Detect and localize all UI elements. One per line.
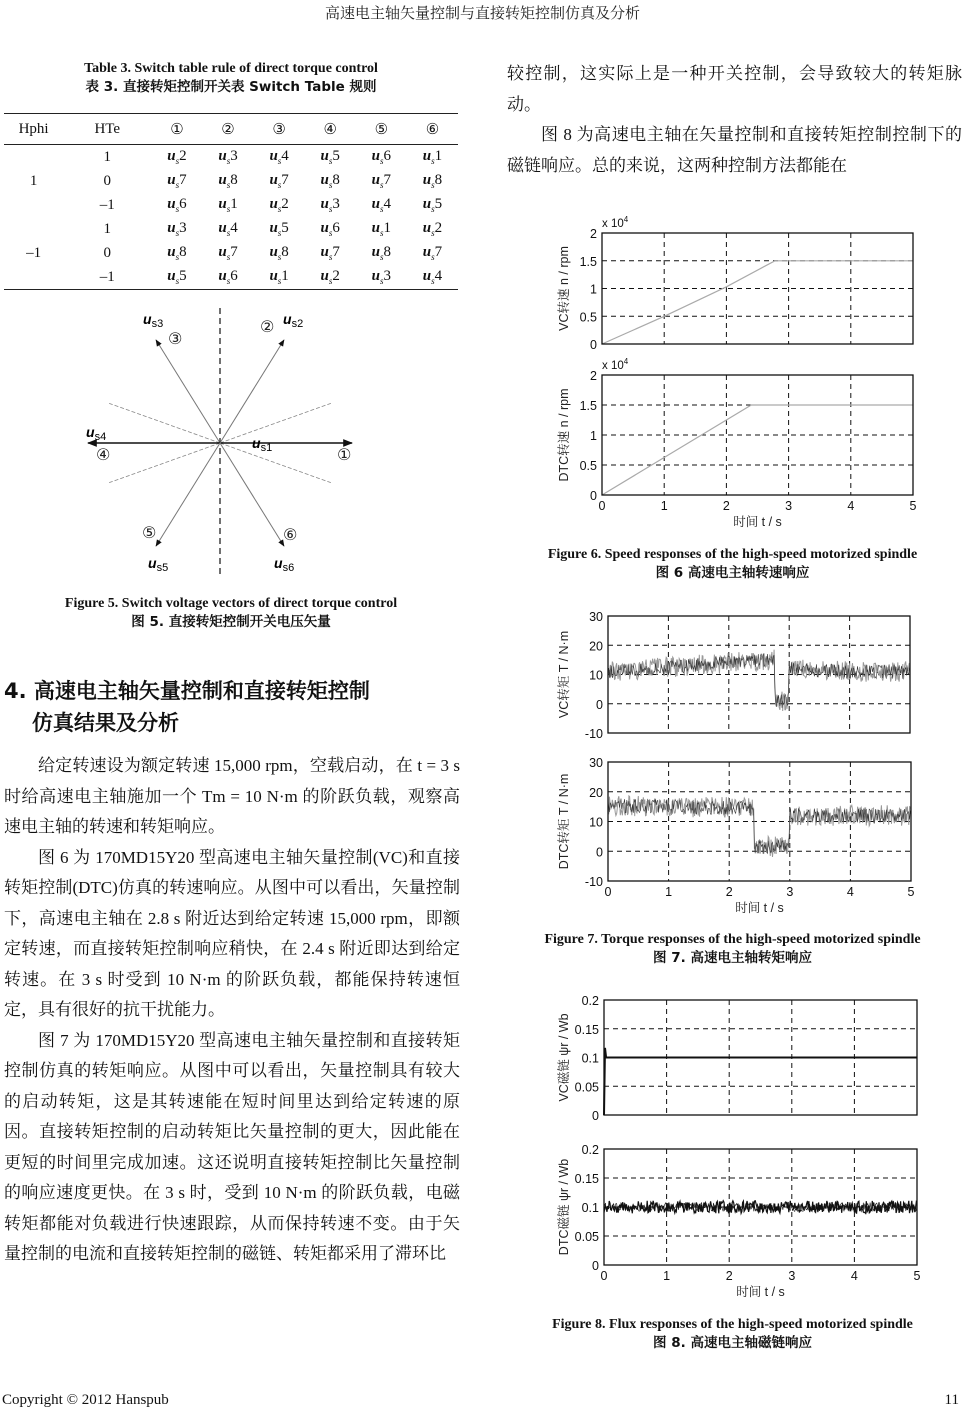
vector-symbol: u bbox=[320, 172, 329, 188]
vector-subscript: s bbox=[226, 156, 231, 166]
vector-symbol: u bbox=[269, 148, 278, 164]
vector-cell bbox=[202, 193, 253, 217]
vector-cell bbox=[356, 193, 407, 217]
vector-index: 4 bbox=[434, 268, 443, 284]
vector-index: 5 bbox=[281, 220, 289, 236]
vector-symbol: u bbox=[218, 196, 227, 212]
hte-cell: 1 bbox=[103, 148, 112, 165]
sector-number: ③ bbox=[168, 331, 183, 348]
switch-table bbox=[4, 113, 458, 290]
vector-index: 8 bbox=[179, 244, 187, 260]
y-tick-label: 0.1 bbox=[581, 1051, 599, 1066]
vector-symbol: u bbox=[320, 244, 329, 260]
y-axis-label: VC转矩 T / N·m bbox=[557, 630, 571, 719]
x-tick-label: 5 bbox=[907, 885, 915, 899]
x-tick-label: 0 bbox=[600, 1269, 608, 1283]
y-tick-label: 30 bbox=[589, 756, 603, 770]
vector-symbol: u bbox=[320, 196, 329, 212]
vector-subscript: s bbox=[175, 180, 180, 190]
y-tick-label: 0 bbox=[590, 489, 597, 503]
vector-index: 8 bbox=[332, 172, 340, 188]
hphi-cell: –1 bbox=[26, 244, 42, 261]
vector-subscript: s bbox=[226, 228, 231, 238]
vector-index: 1 bbox=[434, 148, 443, 164]
vector-subscript: s bbox=[277, 252, 282, 262]
x-tick-label: 1 bbox=[663, 1269, 671, 1283]
y-tick-label: 1 bbox=[590, 282, 597, 297]
x-tick-label: 2 bbox=[725, 885, 733, 899]
vector-subscript: s bbox=[379, 276, 384, 286]
vector-label: $u_{s4}$ bbox=[86, 424, 107, 443]
y-tick-label: 10 bbox=[589, 815, 603, 830]
vector-index: 2 bbox=[179, 148, 187, 164]
vector-index: 6 bbox=[179, 196, 187, 212]
column-header: ③ bbox=[254, 114, 305, 145]
hphi-cell: 1 bbox=[29, 172, 38, 189]
vector-index: 5 bbox=[332, 148, 340, 164]
vector-index: 7 bbox=[383, 172, 391, 188]
x-axis-label: 时间 t / s bbox=[736, 1285, 785, 1299]
vector-subscript: s bbox=[175, 156, 180, 166]
chart-dtc-torque bbox=[550, 750, 930, 920]
column-header: ⑤ bbox=[356, 114, 407, 145]
vector-cell bbox=[356, 241, 407, 265]
vector-symbol: u bbox=[371, 172, 380, 188]
vector-cell bbox=[254, 217, 305, 241]
vector-index: 4 bbox=[230, 220, 238, 236]
hphi-cell bbox=[4, 265, 63, 290]
vector-symbol: u bbox=[422, 196, 432, 212]
hte-cell: –1 bbox=[99, 196, 115, 213]
paragraph: 较控制，这实际上是一种开关控制，会导致较大的转矩脉动。 bbox=[507, 64, 962, 114]
sector-number: ④ bbox=[96, 447, 111, 464]
vector-cell bbox=[202, 265, 253, 290]
vector-subscript: s bbox=[431, 228, 435, 238]
vector-cell bbox=[254, 145, 305, 170]
y-tick-label: 0 bbox=[592, 1109, 599, 1123]
vector-symbol: u bbox=[218, 220, 227, 236]
sector-boundary-line bbox=[220, 443, 331, 483]
vector-index: 5 bbox=[434, 196, 443, 212]
vector-cell bbox=[254, 241, 305, 265]
vector-subscript: s bbox=[328, 276, 333, 286]
column-header: ④ bbox=[305, 114, 356, 145]
vector-index: 1 bbox=[383, 220, 391, 236]
vector-symbol: u bbox=[320, 268, 329, 284]
y-tick-label: 2 bbox=[590, 369, 597, 383]
vector-subscript: s bbox=[277, 204, 282, 214]
vector-symbol: u bbox=[269, 196, 278, 212]
vector-subscript: s bbox=[277, 276, 282, 286]
vector-cell bbox=[407, 217, 458, 241]
vector-symbol: u bbox=[422, 220, 432, 236]
vector-cell bbox=[407, 145, 458, 170]
y-tick-label: 0 bbox=[596, 697, 603, 712]
hte-cell: –1 bbox=[63, 265, 151, 290]
x-tick-label: 4 bbox=[847, 499, 855, 513]
table-row bbox=[4, 145, 458, 170]
sector-number: ① bbox=[337, 447, 352, 464]
x-tick-label: 1 bbox=[660, 499, 668, 513]
column-header: Hphi bbox=[4, 114, 63, 145]
vector-subscript: s bbox=[175, 228, 180, 238]
vector-index: 4 bbox=[383, 196, 391, 212]
vector-label: $u_{s6}$ bbox=[274, 555, 295, 574]
vector-cell bbox=[151, 217, 202, 241]
paragraph: 图 8 为高速电主轴在矢量控制和直接转矩控制控制下的磁链响应。总的来说，这两种控制方法都能在 bbox=[507, 125, 962, 175]
figure7-caption bbox=[500, 931, 965, 967]
right-column-text bbox=[507, 59, 962, 181]
section-title-line1: 高速电主轴矢量控制和直接转矩控制 bbox=[33, 679, 370, 703]
vector-cell bbox=[254, 265, 305, 290]
vector-index: 3 bbox=[179, 220, 187, 236]
vector-index: 7 bbox=[434, 244, 443, 260]
hte-cell: 1 bbox=[103, 220, 112, 237]
vector-index: 4 bbox=[281, 148, 289, 164]
vector-symbol: u bbox=[422, 172, 432, 188]
y-tick-label: 0.05 bbox=[574, 1230, 599, 1244]
vector-subscript: s bbox=[431, 252, 435, 262]
y-tick-label: 1 bbox=[590, 429, 597, 443]
vector-subscript: s bbox=[226, 180, 231, 190]
table3-caption-cn: 表 3. 直接转矩控制开关表 Switch Table 规则 bbox=[85, 79, 377, 95]
vector-index: 3 bbox=[230, 148, 238, 164]
vector-symbol: u bbox=[218, 148, 227, 164]
column-header: HTe bbox=[63, 114, 151, 145]
hphi-cell bbox=[4, 145, 63, 170]
y-tick-label: 0.1 bbox=[581, 1201, 599, 1215]
x-tick-label: 5 bbox=[913, 1269, 921, 1283]
sector-boundary-line bbox=[220, 403, 331, 443]
vector-subscript: s bbox=[328, 156, 333, 166]
vector-index: 7 bbox=[332, 244, 340, 260]
vector-index: 1 bbox=[230, 196, 238, 212]
vector-subscript: s bbox=[226, 276, 231, 286]
table3-caption bbox=[0, 60, 462, 96]
y-tick-label: 20 bbox=[589, 639, 603, 654]
figure8-caption bbox=[500, 1316, 965, 1352]
paragraph: 给定转速设为额定转速 15,000 rpm，空载启动，在 t = 3 s 时给高速电主轴施加一个 Tm = 10 N·m 的阶跃负载，观察高速电主轴的转速和转矩响应。 bbox=[4, 756, 460, 836]
figure5-caption bbox=[0, 595, 462, 631]
table-row bbox=[4, 265, 458, 290]
vector-label: $u_{s2}$ bbox=[283, 311, 304, 330]
vector-cell bbox=[202, 145, 253, 170]
vector-index: 8 bbox=[281, 244, 289, 260]
x-tick-label: 3 bbox=[786, 885, 794, 899]
x-tick-label: 4 bbox=[846, 885, 854, 899]
vector-symbol: u bbox=[422, 268, 432, 284]
vector-subscript: s bbox=[379, 156, 384, 166]
vector-cell bbox=[305, 241, 356, 265]
vector-symbol: u bbox=[320, 148, 329, 164]
vector-cell bbox=[151, 145, 202, 170]
vector-index: 8 bbox=[434, 172, 443, 188]
vector-subscript: s bbox=[431, 204, 435, 214]
vector-subscript: s bbox=[277, 228, 282, 238]
x-tick-label: 2 bbox=[725, 1269, 733, 1283]
y-axis-label: DTC磁链 ψr / Wb bbox=[557, 1158, 571, 1256]
chart-vc-flux bbox=[550, 985, 930, 1130]
vector-symbol: u bbox=[371, 268, 380, 284]
vector-label: $u_{s1}$ bbox=[252, 435, 273, 454]
x-axis-label: 时间 t / s bbox=[735, 901, 784, 915]
sector-number: ⑥ bbox=[283, 527, 298, 544]
figure5-caption-en: Figure 5. Switch voltage vectors of direct torque control bbox=[64, 596, 398, 611]
x-tick-label: 0 bbox=[598, 499, 606, 513]
table-row bbox=[4, 217, 458, 241]
vector-cell bbox=[305, 169, 356, 193]
sector-boundary-line bbox=[109, 443, 220, 483]
y-tick-label: 0.05 bbox=[574, 1080, 599, 1095]
vector-index: 2 bbox=[281, 196, 289, 212]
figure5-caption-cn: 图 5. 直接转矩控制开关电压矢量 bbox=[131, 614, 331, 630]
figure7-caption-cn: 图 7. 高速电主轴转矩响应 bbox=[653, 950, 812, 966]
hphi-cell bbox=[4, 193, 63, 217]
vector-index: 8 bbox=[230, 172, 238, 188]
figure6-caption-en: Figure 6. Speed responses of the high-speed motorized spindle bbox=[547, 547, 918, 562]
y-tick-label: 0 bbox=[596, 845, 603, 860]
figure6-caption bbox=[500, 546, 965, 582]
vector-cell bbox=[407, 265, 458, 290]
vector-cell bbox=[254, 169, 305, 193]
y-tick-label: 0.5 bbox=[579, 459, 597, 473]
y-axis-label: DTC转速 n / rpm bbox=[557, 388, 571, 482]
vector-index: 6 bbox=[230, 268, 238, 284]
vector-subscript: s bbox=[226, 204, 231, 214]
y-axis-label: VC转速 n / rpm bbox=[557, 246, 571, 331]
chart-dtc-flux bbox=[550, 1135, 930, 1310]
page-number: 11 bbox=[944, 1392, 959, 1408]
sector-number: ② bbox=[260, 319, 275, 336]
section-number: 4. bbox=[4, 679, 27, 703]
column-header: ① bbox=[151, 114, 202, 145]
y-tick-label: 0.5 bbox=[579, 310, 597, 325]
vector-cell bbox=[305, 217, 356, 241]
x-axis-label: 时间 t / s bbox=[733, 515, 782, 529]
y-tick-label: 1.5 bbox=[579, 399, 597, 413]
vector-cell bbox=[151, 193, 202, 217]
y-tick-label: -10 bbox=[584, 727, 603, 741]
vector-symbol: u bbox=[167, 196, 176, 212]
vector-symbol: u bbox=[269, 268, 278, 284]
vector-subscript: s bbox=[431, 276, 435, 286]
chart-vc-speed bbox=[550, 205, 930, 355]
table-row bbox=[4, 241, 458, 265]
section-title-line2: 仿真结果及分析 bbox=[32, 711, 179, 735]
section-4-heading bbox=[4, 675, 454, 739]
sector-boundary-line bbox=[109, 403, 220, 443]
vector-subscript: s bbox=[328, 228, 333, 238]
vector-index: 2 bbox=[332, 268, 340, 284]
vector-subscript: s bbox=[175, 276, 180, 286]
vector-symbol: u bbox=[218, 172, 227, 188]
y-multiplier: x $10^4$ bbox=[602, 357, 629, 372]
x-tick-label: 5 bbox=[909, 499, 917, 513]
vector-cell bbox=[202, 241, 253, 265]
vector-cell bbox=[151, 169, 202, 193]
vector-index: 6 bbox=[383, 148, 391, 164]
vector-symbol: u bbox=[167, 172, 176, 188]
column-header: ⑥ bbox=[407, 114, 458, 145]
vector-cell bbox=[151, 241, 202, 265]
voltage-vector-arrow bbox=[220, 443, 284, 546]
vector-label: $u_{s3}$ bbox=[143, 311, 164, 330]
left-column-text bbox=[4, 751, 460, 1270]
y-tick-label: 1.5 bbox=[579, 254, 597, 269]
vector-subscript: s bbox=[328, 204, 333, 214]
vector-subscript: s bbox=[328, 252, 333, 262]
voltage-vector-arrow bbox=[156, 443, 220, 546]
table-row bbox=[4, 169, 458, 193]
y-tick-label: 20 bbox=[589, 785, 603, 800]
vector-cell bbox=[356, 265, 407, 290]
x-tick-label: 3 bbox=[785, 499, 793, 513]
hphi-cell bbox=[4, 217, 63, 241]
vector-cell bbox=[305, 193, 356, 217]
vector-symbol: u bbox=[218, 244, 227, 260]
vector-symbol: u bbox=[371, 148, 380, 164]
vector-cell bbox=[356, 217, 407, 241]
vector-symbol: u bbox=[371, 220, 380, 236]
vector-symbol: u bbox=[269, 172, 278, 188]
vector-symbol: u bbox=[371, 244, 380, 260]
y-axis-label: DTC转矩 T / N·m bbox=[557, 773, 571, 870]
vector-subscript: s bbox=[175, 252, 180, 262]
vector-cell bbox=[407, 241, 458, 265]
sector-number: ⑤ bbox=[142, 525, 157, 542]
x-tick-label: 2 bbox=[722, 499, 730, 513]
x-tick-label: 0 bbox=[604, 885, 612, 899]
vector-subscript: s bbox=[277, 156, 282, 166]
y-tick-label: 30 bbox=[589, 610, 603, 624]
voltage-vector-diagram bbox=[80, 300, 410, 590]
vector-subscript: s bbox=[431, 180, 435, 190]
paragraph: 图 7 为 170MD15Y20 型高速电主轴矢量控制和直接转矩控制仿真的转矩响应。从图中可以看出，矢量控制具有较大的启动转矩，这是其转速能在短时间里达到给定转速的原因。直接转矩控制的启动转矩比矢量控制的更大，因此能在更短的时间里完成加速。这还说明直接转矩控制比矢量控制的响应速度更快。在 3 s 时，受到 10 N·m 的阶跃负载，电磁转矩都能对负载进行快速跟踪，从而保持转速不变。由于矢量控制的电流和直接转矩控制的磁链、转矩都采用了滞环比 bbox=[4, 1030, 460, 1263]
vector-subscript: s bbox=[175, 204, 180, 214]
vector-subscript: s bbox=[226, 252, 231, 262]
x-tick-label: 4 bbox=[850, 1269, 858, 1283]
vector-cell bbox=[356, 145, 407, 170]
vector-index: 7 bbox=[179, 172, 187, 188]
vector-symbol: u bbox=[269, 220, 278, 236]
vector-subscript: s bbox=[431, 156, 435, 166]
switch-table-header bbox=[4, 114, 458, 145]
running-head: 高速电主轴矢量控制与直接转矩控制仿真及分析 bbox=[324, 6, 640, 22]
vector-symbol: u bbox=[269, 244, 278, 260]
y-tick-label: -10 bbox=[584, 875, 603, 889]
y-axis-label: VC磁链 ψr / Wb bbox=[557, 1013, 571, 1102]
vector-cell bbox=[407, 169, 458, 193]
vector-symbol: u bbox=[371, 196, 380, 212]
voltage-vector-arrow bbox=[156, 340, 220, 443]
figure8-caption-cn: 图 8. 高速电主轴磁链响应 bbox=[653, 1335, 812, 1351]
vector-subscript: s bbox=[277, 180, 282, 190]
vector-index: 2 bbox=[434, 220, 443, 236]
vector-subscript: s bbox=[328, 180, 333, 190]
x-tick-label: 1 bbox=[665, 885, 673, 899]
vector-index: 3 bbox=[332, 196, 340, 212]
vector-label: $u_{s5}$ bbox=[148, 555, 169, 574]
vector-cell bbox=[305, 145, 356, 170]
table-row bbox=[4, 193, 458, 217]
y-tick-label: 0 bbox=[592, 1259, 599, 1273]
vector-subscript: s bbox=[379, 204, 384, 214]
vector-symbol: u bbox=[167, 220, 176, 236]
vector-symbol: u bbox=[422, 148, 432, 164]
vector-subscript: s bbox=[379, 228, 384, 238]
copyright: Copyright © 2012 Hanspub bbox=[2, 1392, 169, 1408]
paragraph: 图 6 为 170MD15Y20 型高速电主轴矢量控制(VC)和直接转矩控制(DTC)仿真的转速响应。从图中可以看出，矢量控制下，高速电主轴在 2.8 s 附近达到给定转速 15,000 rpm，即额定转速，而直接转矩控制响应稍快，在 2.4 s 附近即达到给定转速。在 3 s 时受到 10 N·m 的阶跃负载，都能保持转速恒定，具有很好的抗干扰能力。 bbox=[4, 847, 460, 1019]
hte-cell: 0 bbox=[103, 172, 112, 189]
vector-index: 3 bbox=[383, 268, 391, 284]
figure8-caption-en: Figure 8. Flux responses of the high-speed motorized spindle bbox=[552, 1317, 913, 1332]
vector-cell bbox=[202, 169, 253, 193]
vector-symbol: u bbox=[167, 268, 176, 284]
vector-index: 1 bbox=[281, 268, 289, 284]
vector-cell bbox=[254, 193, 305, 217]
vector-symbol: u bbox=[320, 220, 329, 236]
table3-caption-en: Table 3. Switch table rule of direct torque control bbox=[84, 61, 378, 76]
vector-subscript: s bbox=[379, 252, 384, 262]
vector-cell bbox=[305, 265, 356, 290]
vector-cell bbox=[202, 217, 253, 241]
vector-symbol: u bbox=[167, 148, 176, 164]
vector-index: 5 bbox=[179, 268, 187, 284]
y-tick-label: 0 bbox=[590, 338, 597, 352]
vector-symbol: u bbox=[167, 244, 176, 260]
vector-index: 7 bbox=[230, 244, 238, 260]
chart-vc-torque bbox=[550, 600, 930, 745]
column-header: ② bbox=[202, 114, 253, 145]
vector-cell bbox=[356, 169, 407, 193]
vector-subscript: s bbox=[379, 180, 384, 190]
y-tick-label: 0.2 bbox=[581, 994, 599, 1008]
vector-cell bbox=[151, 265, 202, 290]
chart-dtc-speed bbox=[550, 350, 930, 530]
figure7-caption-en: Figure 7. Torque responses of the high-speed motorized spindle bbox=[544, 932, 921, 947]
vector-index: 7 bbox=[281, 172, 289, 188]
hte-cell: 0 bbox=[103, 244, 112, 261]
y-multiplier: x $10^4$ bbox=[602, 215, 629, 230]
vector-index: 8 bbox=[383, 244, 391, 260]
x-tick-label: 3 bbox=[788, 1269, 796, 1283]
y-tick-label: 10 bbox=[589, 668, 603, 683]
y-tick-label: 0.15 bbox=[574, 1172, 599, 1186]
vector-cell bbox=[407, 193, 458, 217]
y-tick-label: 0.15 bbox=[574, 1022, 599, 1037]
vector-symbol: u bbox=[422, 244, 432, 260]
y-tick-label: 0.2 bbox=[581, 1143, 599, 1157]
voltage-vector-arrow bbox=[220, 340, 284, 443]
vector-index: 6 bbox=[332, 220, 340, 236]
vector-symbol: u bbox=[218, 268, 227, 284]
y-tick-label: 2 bbox=[590, 227, 597, 241]
figure6-caption-cn: 图 6 高速电主轴转速响应 bbox=[655, 565, 810, 581]
